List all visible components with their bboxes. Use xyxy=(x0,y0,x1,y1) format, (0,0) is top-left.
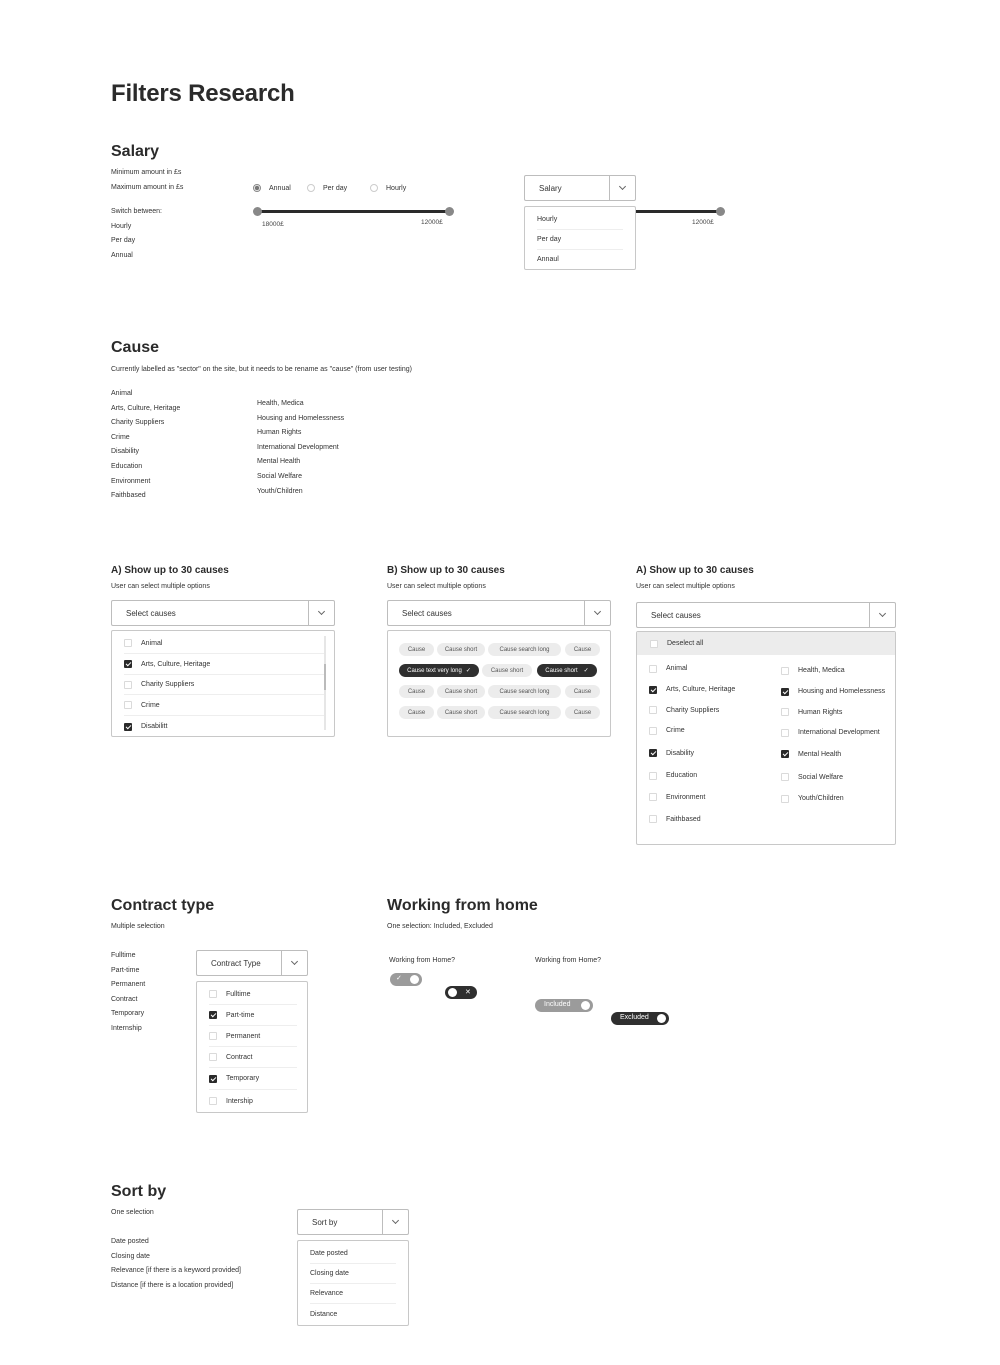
item-label: Animal xyxy=(141,639,163,647)
contract-type-menu xyxy=(196,981,308,1113)
option-c-item[interactable] xyxy=(649,720,769,741)
sort-by-select[interactable] xyxy=(297,1209,409,1235)
item-label: Housing and Homelessness xyxy=(798,688,886,695)
sort-list-item: Closing date xyxy=(111,1252,150,1260)
option-b-subtitle: User can select multiple options xyxy=(387,583,486,590)
option-a-item[interactable] xyxy=(124,695,324,716)
option-a-select[interactable] xyxy=(111,600,335,626)
cause-item: Environment xyxy=(111,477,151,485)
option-c-item[interactable] xyxy=(781,789,893,808)
cause-chip[interactable]: Cause short xyxy=(482,664,532,677)
cause-item: Arts, Culture, Heritage xyxy=(111,404,181,412)
option-label: Part-time xyxy=(226,1011,255,1019)
check-icon: ✓ xyxy=(465,668,471,674)
sort-heading: Sort by xyxy=(111,1183,167,1200)
checkbox[interactable] xyxy=(209,990,217,998)
checkbox[interactable] xyxy=(781,708,789,716)
salary-option-perday[interactable] xyxy=(537,230,623,250)
salary-option-annual[interactable] xyxy=(537,250,623,269)
item-label: Animal xyxy=(666,665,688,672)
checkbox-checked[interactable] xyxy=(781,750,789,758)
checkbox-checked[interactable] xyxy=(124,660,132,668)
option-label: Fulltime xyxy=(226,990,251,998)
item-label: Education xyxy=(666,772,698,779)
option-c-right-column xyxy=(781,660,893,808)
wfh-heading: Working from home xyxy=(387,897,538,914)
contract-option[interactable] xyxy=(209,1090,297,1112)
radio-annual[interactable] xyxy=(253,184,291,192)
salary-switch-annual: Annual xyxy=(111,252,133,259)
salary-range-max-handle[interactable] xyxy=(445,207,454,216)
radio-hourly-label: Hourly xyxy=(386,184,407,192)
option-label: Annaul xyxy=(537,256,559,263)
option-c-title: A) Show up to 30 causes xyxy=(636,565,754,576)
cause-chip[interactable]: Cause search long xyxy=(488,643,561,656)
contract-list-item: Part-time xyxy=(111,966,140,974)
salary-switch-perday: Per day xyxy=(111,237,136,244)
wfh-subtitle: One selection: Included, Excluded xyxy=(387,923,493,930)
cause-chip[interactable]: Cause search long xyxy=(488,685,561,698)
option-c-item[interactable] xyxy=(781,660,893,681)
cause-item: Crime xyxy=(111,433,130,441)
option-c-item[interactable] xyxy=(781,743,893,765)
option-c-item[interactable] xyxy=(781,722,893,743)
option-c-item[interactable] xyxy=(781,765,893,789)
option-label: Per day xyxy=(537,236,562,243)
option-a-list xyxy=(111,630,335,737)
cause-list-right xyxy=(257,397,344,499)
item-label: Crime xyxy=(141,701,160,709)
checkbox[interactable] xyxy=(209,1097,217,1105)
option-a-subtitle: User can select multiple options xyxy=(111,583,210,590)
chip-label: Cause short xyxy=(545,667,578,674)
checkbox[interactable] xyxy=(649,665,657,673)
cause-chip[interactable]: Cause xyxy=(565,706,600,719)
option-c-item[interactable] xyxy=(781,681,893,702)
option-label: Date posted xyxy=(310,1249,348,1257)
radio-hourly[interactable] xyxy=(370,184,406,192)
contract-list xyxy=(111,949,145,1037)
wfh-toggle-included[interactable] xyxy=(390,973,422,986)
sort-option-distance[interactable] xyxy=(310,1304,396,1325)
contract-option[interactable] xyxy=(209,1005,297,1026)
contract-subtitle: Multiple selection xyxy=(111,923,165,930)
wfh-label-a: Working from Home? xyxy=(389,957,456,964)
chevron-down-icon xyxy=(308,601,334,625)
contract-list-item: Contract xyxy=(111,995,138,1003)
item-label: Arts, Culture, Heritage xyxy=(666,686,736,693)
option-c-item[interactable] xyxy=(649,765,769,786)
option-label: Contract xyxy=(226,1053,253,1061)
toggle-knob xyxy=(581,1001,590,1010)
wfh-toggle-included-text[interactable] xyxy=(535,999,593,1012)
option-c-item[interactable] xyxy=(781,702,893,722)
option-label: Temporary xyxy=(226,1075,260,1082)
contract-type-label: Contract Type xyxy=(211,958,261,968)
cause-chip-selected[interactable] xyxy=(399,664,479,677)
contract-list-item: Temporary xyxy=(111,1010,145,1018)
salary-range-max-value: 12000£ xyxy=(421,219,443,226)
cause-item: Mental Health xyxy=(257,458,301,466)
item-label: Human Rights xyxy=(798,708,843,716)
salary-range-min-value: 18000£ xyxy=(262,221,284,228)
contract-option[interactable] xyxy=(209,1047,297,1068)
cause-item: Social Welfare xyxy=(257,472,303,480)
sort-list-item: Distance [if there is a location provided] xyxy=(111,1281,234,1289)
option-c-item[interactable] xyxy=(649,679,769,700)
included-label: Included xyxy=(544,1001,571,1008)
salary-switch-label: Switch between: xyxy=(111,208,162,215)
item-label: Charity Suppliers xyxy=(141,681,195,688)
cause-item: Health, Medica xyxy=(257,400,304,407)
salary-options-menu xyxy=(524,206,636,270)
item-label: Charity Suppliers xyxy=(666,706,720,714)
salary-range-max-handle-2[interactable] xyxy=(716,207,725,216)
salary-select-label: Salary xyxy=(539,183,562,193)
checkbox[interactable] xyxy=(781,729,789,737)
item-label: Disabilitt xyxy=(141,723,168,730)
contract-option[interactable] xyxy=(209,1068,297,1090)
item-label: International Development xyxy=(798,729,880,736)
checkbox[interactable] xyxy=(649,815,657,823)
deselect-all[interactable] xyxy=(637,632,895,655)
scrollbar-thumb[interactable] xyxy=(324,664,326,690)
item-label: Youth/Children xyxy=(798,795,844,802)
checkbox[interactable] xyxy=(781,795,789,803)
option-a-item[interactable] xyxy=(124,716,324,737)
checkbox[interactable] xyxy=(649,706,657,714)
cause-item: Youth/Children xyxy=(257,487,303,495)
select-causes-label: Select causes xyxy=(402,608,452,618)
sort-list-item: Relevance [if there is a keyword provided] xyxy=(111,1267,241,1275)
item-label: Crime xyxy=(666,727,685,734)
checkbox[interactable] xyxy=(650,640,658,648)
wfh-toggle-excluded-text[interactable] xyxy=(611,1012,669,1025)
item-label: Health, Medica xyxy=(798,667,845,674)
checkbox[interactable] xyxy=(209,1053,217,1061)
item-label: Social Welfare xyxy=(798,773,844,781)
check-icon: ✓ xyxy=(396,975,402,982)
chevron-down-icon xyxy=(609,176,635,200)
cause-chip[interactable]: Cause short xyxy=(437,643,485,656)
sort-by-menu xyxy=(297,1240,409,1326)
option-c-item[interactable] xyxy=(649,658,769,679)
option-a-item[interactable] xyxy=(124,675,324,695)
cause-item: Disability xyxy=(111,448,140,456)
cause-chip-selected[interactable] xyxy=(537,664,597,677)
salary-switch-hourly: Hourly xyxy=(111,223,132,230)
toggle-knob xyxy=(410,975,419,984)
option-a-item[interactable] xyxy=(124,633,324,654)
contract-type-select[interactable] xyxy=(196,950,308,976)
radio-per-day[interactable] xyxy=(307,184,347,192)
option-b-select[interactable] xyxy=(387,600,611,626)
option-label: Hourly xyxy=(537,216,558,223)
option-c-select[interactable] xyxy=(636,602,896,628)
contract-list-item: Permanent xyxy=(111,981,146,989)
cause-chip[interactable]: Cause xyxy=(565,643,600,656)
sort-list-item: Date posted xyxy=(111,1238,149,1245)
excluded-label: Excluded xyxy=(620,1014,649,1021)
checkbox[interactable] xyxy=(124,639,132,647)
cause-chip[interactable]: Cause search long xyxy=(488,706,561,719)
sort-list xyxy=(111,1235,241,1293)
select-causes-label: Select causes xyxy=(651,610,701,620)
checkbox[interactable] xyxy=(649,793,657,801)
chevron-down-icon xyxy=(281,951,307,975)
sort-option-date-posted[interactable] xyxy=(310,1243,396,1264)
checkbox[interactable] xyxy=(781,667,789,675)
checkbox-checked[interactable] xyxy=(781,688,789,696)
option-label: Closing date xyxy=(310,1270,349,1277)
option-a-title: A) Show up to 30 causes xyxy=(111,565,229,576)
sort-subtitle: One selection xyxy=(111,1209,154,1216)
chevron-down-icon xyxy=(869,603,895,627)
checkbox[interactable] xyxy=(649,727,657,735)
cause-item: Charity Suppliers xyxy=(111,419,165,427)
checkbox-checked[interactable] xyxy=(209,1075,217,1083)
option-c-item[interactable] xyxy=(649,741,769,765)
chip-label: Cause text very long xyxy=(407,667,462,674)
wfh-label-b: Working from Home? xyxy=(535,957,602,964)
option-a-item[interactable] xyxy=(124,654,324,675)
salary-option-hourly[interactable] xyxy=(537,210,623,230)
checkbox-checked[interactable] xyxy=(124,723,132,731)
radio-dot xyxy=(370,184,378,192)
item-label: Environment xyxy=(666,793,706,801)
toggle-knob xyxy=(657,1014,666,1023)
cause-list-left xyxy=(111,387,180,504)
option-c-item[interactable] xyxy=(649,700,769,720)
chevron-down-icon xyxy=(584,601,610,625)
checkbox[interactable] xyxy=(781,773,789,781)
cause-item: Housing and Homelessness xyxy=(257,414,345,422)
cause-item: Human Rights xyxy=(257,429,302,437)
salary-heading: Salary xyxy=(111,143,160,160)
salary-range-min-handle[interactable] xyxy=(253,207,262,216)
checkbox[interactable] xyxy=(649,772,657,780)
item-label: Disability xyxy=(666,749,695,757)
check-icon: ✓ xyxy=(583,668,589,674)
salary-range-track xyxy=(258,210,449,213)
cause-item: Education xyxy=(111,462,143,470)
option-label: Relevance xyxy=(310,1290,344,1297)
option-c-left-column xyxy=(649,658,769,830)
cause-item: International Development xyxy=(257,443,339,451)
option-label: Permanent xyxy=(226,1032,261,1040)
cause-chip[interactable]: Cause short xyxy=(437,706,485,719)
option-c-item[interactable] xyxy=(649,786,769,808)
checkbox[interactable] xyxy=(124,681,132,689)
item-label: Arts, Culture, Heritage xyxy=(141,660,211,668)
checkbox-checked[interactable] xyxy=(649,749,657,757)
option-label: Distance xyxy=(310,1311,338,1318)
cause-item: Animal xyxy=(111,390,133,397)
item-label: Faithbased xyxy=(666,815,701,823)
salary-note-min: Minimum amount in £s xyxy=(111,169,182,176)
sort-option-closing-date[interactable] xyxy=(310,1264,396,1284)
sort-by-label: Sort by xyxy=(312,1217,338,1227)
radio-annual-label: Annual xyxy=(269,184,291,192)
cause-item: Faithbased xyxy=(111,492,146,500)
page-title: Filters Research xyxy=(111,80,295,107)
option-c-subtitle: User can select multiple options xyxy=(636,583,735,590)
deselect-all-label: Deselect all xyxy=(667,640,704,647)
salary-range-track-2 xyxy=(636,210,721,213)
cause-chip[interactable]: Cause xyxy=(399,643,434,656)
salary-note-max: Maximum amount in £s xyxy=(111,184,184,191)
contract-option[interactable] xyxy=(209,984,297,1005)
option-b-title: B) Show up to 30 causes xyxy=(387,565,505,576)
salary-range-max-value-2: 12000£ xyxy=(692,219,714,226)
salary-select[interactable] xyxy=(524,175,636,201)
checkbox[interactable] xyxy=(124,701,132,709)
select-causes-label: Select causes xyxy=(126,608,176,618)
radio-dot xyxy=(253,184,261,192)
toggle-knob xyxy=(448,988,457,997)
sort-option-relevance[interactable] xyxy=(310,1284,396,1304)
close-icon: ✕ xyxy=(465,988,471,996)
chevron-down-icon xyxy=(382,1210,408,1234)
checkbox[interactable] xyxy=(209,1032,217,1040)
radio-per-day-label: Per day xyxy=(323,184,348,192)
contract-list-item: Fulltime xyxy=(111,952,136,959)
cause-note: Currently labelled as "sector" on the site, but it needs to be rename as "cause" (from user testing) xyxy=(111,366,412,373)
wfh-toggle-excluded[interactable] xyxy=(445,986,477,999)
cause-chip[interactable]: Cause xyxy=(399,706,434,719)
contract-list-item: Internship xyxy=(111,1024,142,1032)
cause-heading: Cause xyxy=(111,339,160,356)
cause-chip[interactable]: Cause short xyxy=(437,685,485,698)
option-label: Intership xyxy=(226,1097,253,1105)
item-label: Mental Health xyxy=(798,750,842,758)
cause-chip[interactable]: Cause xyxy=(399,685,434,698)
checkbox-checked[interactable] xyxy=(649,686,657,694)
contract-heading: Contract type xyxy=(111,897,215,914)
option-c-item[interactable] xyxy=(649,808,769,830)
contract-option[interactable] xyxy=(209,1026,297,1047)
radio-dot xyxy=(307,184,315,192)
cause-chip[interactable]: Cause xyxy=(565,685,600,698)
checkbox-checked[interactable] xyxy=(209,1011,217,1019)
